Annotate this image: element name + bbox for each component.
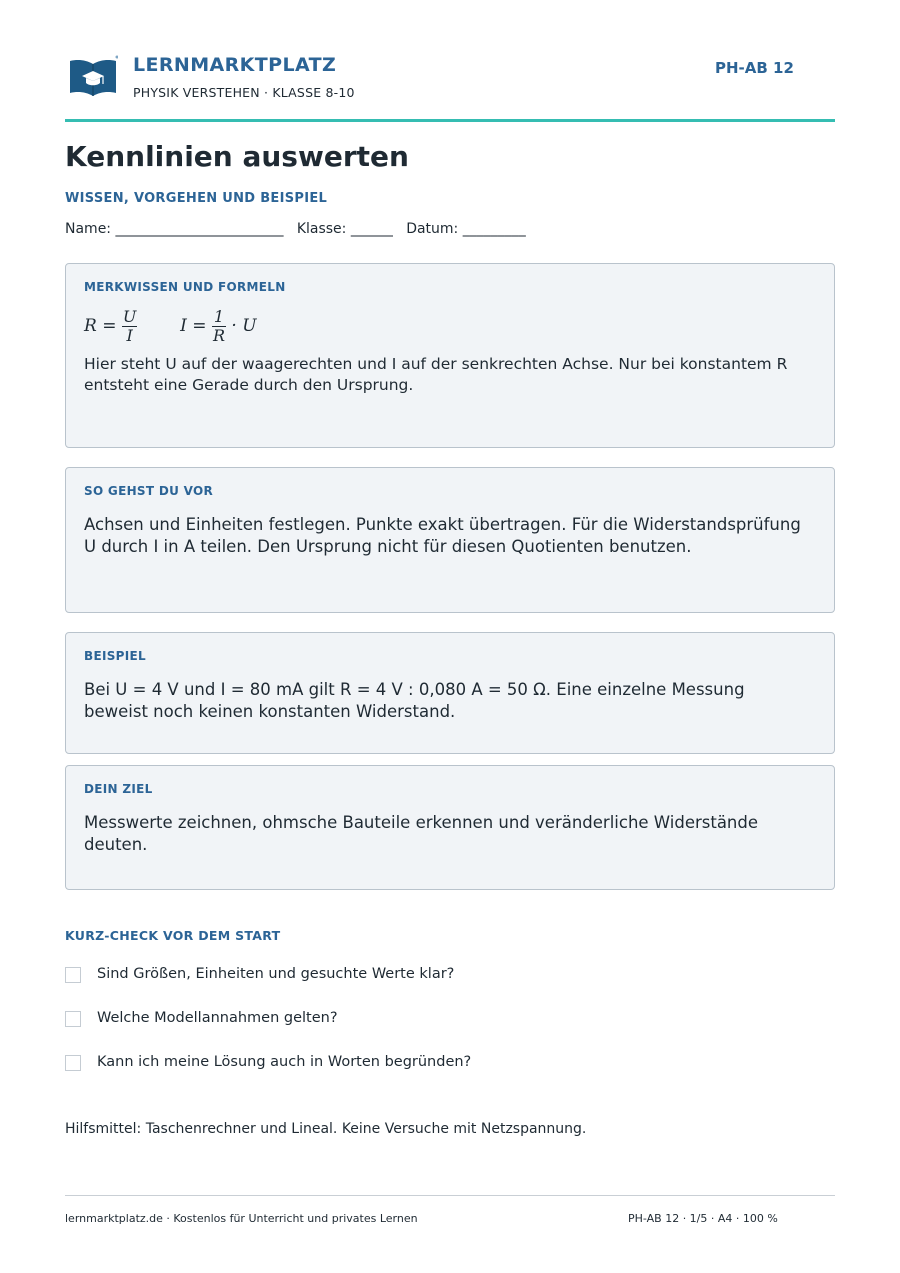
formula-r-fraction — [122, 308, 137, 345]
beispiel-heading: BEISPIEL — [84, 649, 146, 663]
ziel-box — [65, 765, 835, 890]
checkbox[interactable] — [65, 1055, 81, 1071]
brand-name: LERNMARKTPLATZ — [133, 54, 337, 76]
beispiel-text: Bei U = 4 V und I = 80 mA gilt R = 4 V : 0,080 A = 50 Ω. Eine einzelne Messung beweist noch keinen konstanten Widerstand. — [84, 680, 745, 721]
ziel-text: Messwerte zeichnen, ohmsche Bauteile erkennen und veränderliche Widerstände deuten. — [84, 813, 759, 854]
checklist-heading: KURZ-CHECK VOR DEM START — [65, 928, 281, 943]
checklist-item-label: Welche Modellannahmen gelten? — [97, 1010, 338, 1026]
checkbox[interactable] — [65, 967, 81, 983]
checklist-item-label: Sind Größen, Einheiten und gesuchte Werte klar? — [97, 966, 455, 982]
footer-left: lernmarktplatz.de · Kostenlos für Unterricht und privates Lernen — [65, 1212, 418, 1225]
formula-i-numerator: 1 — [213, 307, 225, 326]
formula-line — [84, 308, 257, 345]
tools-note: Hilfsmittel: Taschenrechner und Lineal. Keine Versuche mit Netzspannung. — [65, 1121, 587, 1137]
sheet-id: PH-AB 12 — [715, 59, 794, 77]
page-subtitle: WISSEN, VORGEHEN UND BEISPIEL — [65, 191, 328, 206]
ziel-heading: DEIN ZIEL — [84, 782, 153, 796]
merkwissen-heading: MERKWISSEN UND FORMELN — [84, 280, 286, 294]
beispiel-box — [65, 632, 835, 754]
name-class-date-fields: Name: ________________________ Klasse: ______ Datum: _________ — [65, 221, 526, 237]
vorgehen-box — [65, 467, 835, 613]
formula-r-lhs: R = — [84, 316, 117, 336]
footer-right: PH-AB 12 · 1/5 · A4 · 100 % — [628, 1212, 778, 1225]
checklist-item — [65, 1054, 765, 1074]
page-header — [65, 52, 835, 112]
page-title: Kennlinien auswerten — [65, 140, 409, 173]
checklist-item-label: Kann ich meine Lösung auch in Worten begründen? — [97, 1054, 472, 1070]
merkwissen-text: Hier steht U auf der waagerechten und I auf der senkrechten Achse. Nur bei konstantem R entsteht eine Gerade durch den Ursprung. — [84, 355, 788, 394]
vorgehen-heading: SO GEHST DU VOR — [84, 484, 214, 498]
formula-i-fraction — [212, 308, 226, 345]
checkbox[interactable] — [65, 1011, 81, 1027]
formula-r-denominator: I — [126, 326, 133, 345]
checklist-item — [65, 1010, 765, 1030]
vorgehen-text: Achsen und Einheiten festlegen. Punkte exakt übertragen. Für die Widerstandsprüfung U durch I in A teilen. Den Ursprung nicht für diesen Quotienten benutzen. — [84, 515, 801, 556]
brand-tagline: PHYSIK VERSTEHEN · KLASSE 8-10 — [133, 85, 355, 100]
formula-i-rhs: · U — [231, 316, 257, 336]
merkwissen-box — [65, 263, 835, 448]
checklist-item — [65, 966, 765, 986]
formula-i-denominator: R — [212, 326, 225, 345]
footer-divider — [65, 1195, 835, 1196]
formula-i-lhs: I = — [180, 316, 207, 336]
header-divider — [65, 119, 835, 122]
formula-r-numerator: U — [122, 307, 137, 326]
open-book-graduation-cap-icon — [68, 55, 118, 99]
